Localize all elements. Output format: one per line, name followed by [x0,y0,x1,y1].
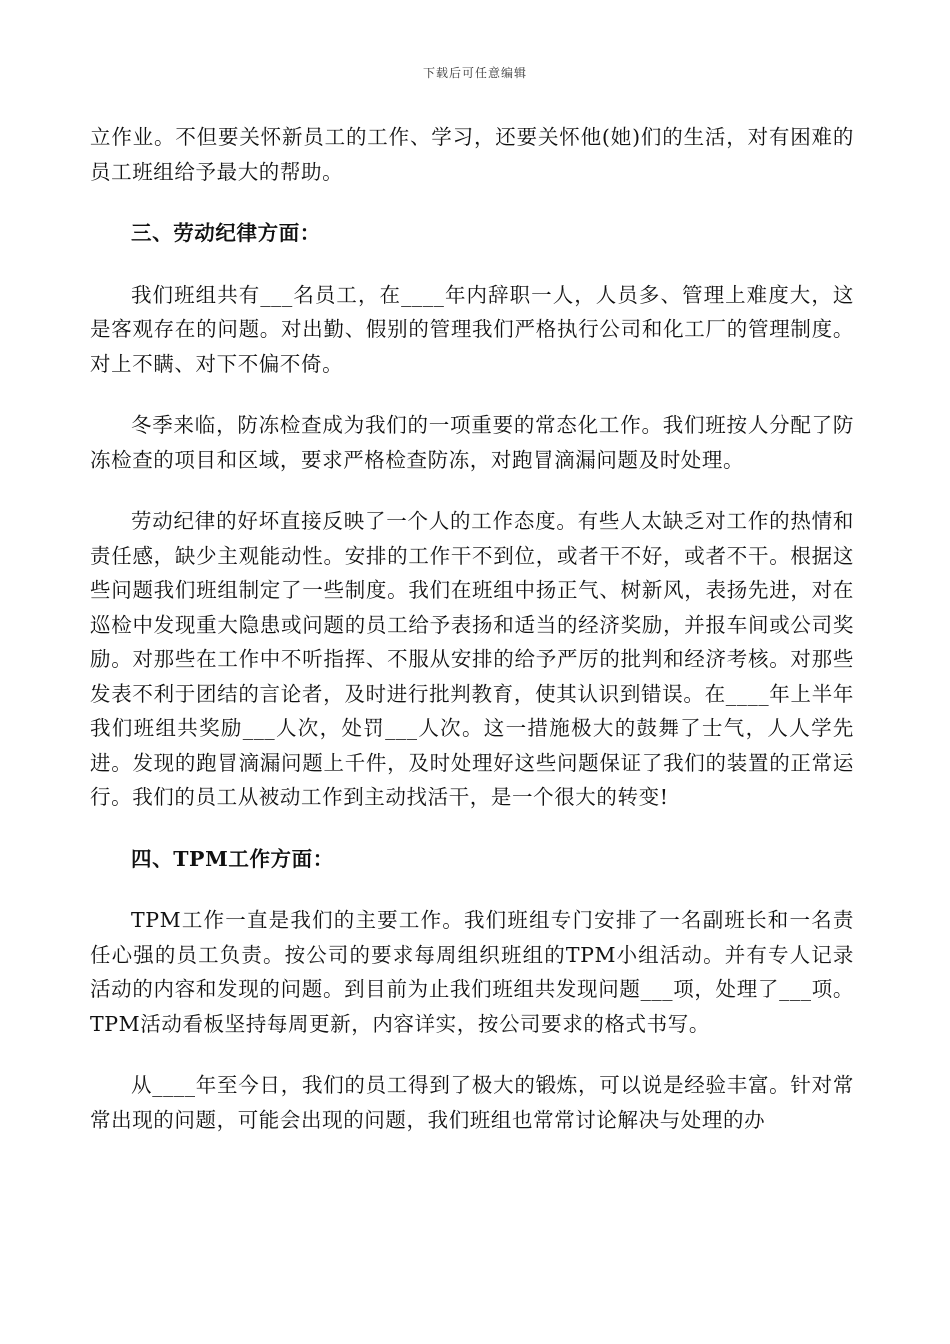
section-heading-labor-discipline: 三、劳动纪律方面： [131,221,321,245]
paragraph-tpm-work: TPM工作一直是我们的主要工作。我们班组专门安排了一名副班长和一名责任心强的员工负责。按公司的要求每周组织班组的TPM小组活动。并有专人记录活动的内容和发现的问题。到目前为止我们班组共发现问题___项，处理了___项。TPM活动看板坚持每周更新，内容详实，按公司要求的格式书写。 [90,908,854,1036]
section-heading-tpm: 四、TPM工作方面： [131,846,334,871]
paragraph-winter-freeze-check: 冬季来临，防冻检查成为我们的一项重要的常态化工作。我们班按人分配了防冻检查的项目和区域，要求严格检查防冻，对跑冒滴漏问题及时处理。 [90,413,854,472]
paragraph-staff-count: 我们班组共有___名员工，在____年内辞职一人，人员多、管理上难度大，这是客观存在的问题。对出勤、假别的管理我们严格执行公司和化工厂的管理制度。对上不瞒、对下不偏不倚。 [90,282,854,376]
document-body [90,120,854,1137]
paragraph-labor-discipline-attitude: 劳动纪律的好坏直接反映了一个人的工作态度。有些人太缺乏对工作的热情和责任感，缺少主观能动性。安排的工作干不到位，或者干不好，或者不干。根据这些问题我们班组制定了一些制度。我们在班组中扬正气、树新风，表扬先进，对在巡检中发现重大隐患或问题的员工给予表扬和适当的经济奖励，并报车间或公司奖励。对那些在工作中不听指挥、不服从安排的给予严厉的批判和经济考核。对那些发表不利于团结的言论者，及时进行批判教育，使其认识到错误。在____年上半年我们班组共奖励___人次，处罚___人次。这一措施极大的鼓舞了士气，人人学先进。发现的跑冒滴漏问题上千件，及时处理好这些问题保证了我们的装置的正常运行。我们的员工从被动工作到主动找活干，是一个很大的转变! [90,509,854,809]
page-header-watermark: 下载后可任意编辑 [422,66,527,80]
paragraph-experience: 从____年至今日，我们的员工得到了极大的锻炼，可以说是经验丰富。针对常常出现的问题，可能会出现的问题，我们班组也常常讨论解决与处理的办 [90,1073,854,1132]
paragraph-continuation: 立作业。不但要关怀新员工的工作、学习，还要关怀他(她)们的生活，对有困难的员工班组给予最大的帮助。 [90,125,854,184]
